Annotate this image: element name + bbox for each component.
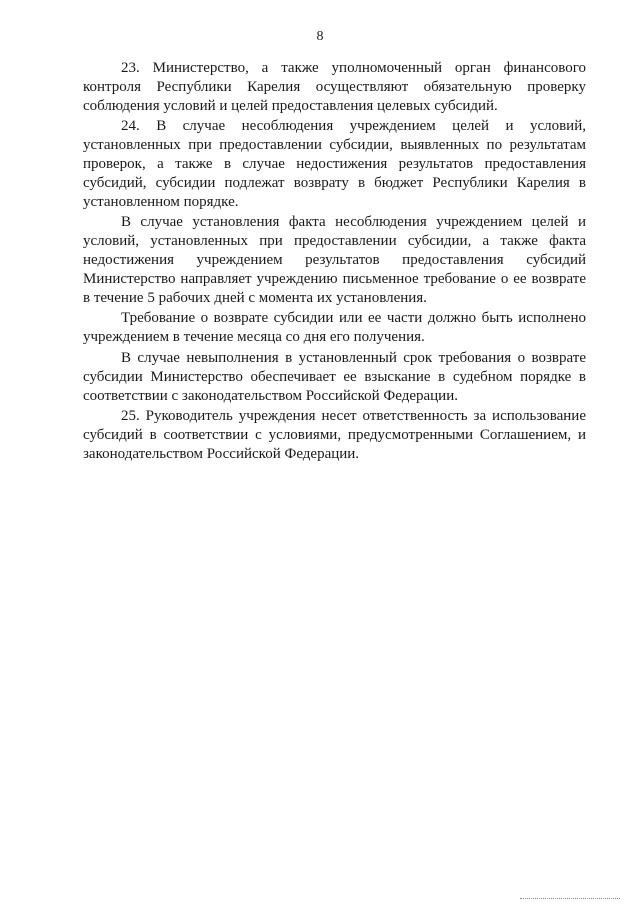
paragraph-refund-deadline: Требование о возврате субсидии или ее части должно быть исполнено учреждением в течение месяца со дня его получения. xyxy=(83,310,586,346)
document-body xyxy=(83,59,586,464)
page-number: 8 xyxy=(316,29,324,44)
paragraph-item-25: 25. Руководитель учреждения несет ответственность за использование субсидий в соответствии с условиями, предусмотренными Соглашением, и законодательством Российской Федерации. xyxy=(83,408,586,462)
paragraph-item-24: 24. В случае несоблюдения учреждением целей и условий, установленных при предоставлении субсидии, выявленных по результатам проверок, а также в случае недостижения результатов предоставления субсидий, субсидии подлежат возврату в бюджет Республики Карелия в установленном порядке. xyxy=(83,118,586,210)
scan-artifact-line xyxy=(520,898,620,900)
paragraph-item-23: 23. Министерство, а также уполномоченный орган финансового контроля Республики Карелия осуществляют обязательную проверку соблюдения условий и целей предоставления целевых субсидий. xyxy=(83,60,586,114)
paragraph-refund-requirement: В случае установления факта несоблюдения учреждением целей и условий, установленных при предоставлении субсидии, а также факта недостижения учреждением результатов предоставления субсидий Министерство направляет учреждению письменное требование о ее возврате в течение 5 рабочих дней с момента их установления. xyxy=(83,214,586,306)
paragraph-court-recovery: В случае невыполнения в установленный срок требования о возврате субсидии Министерство обеспечивает ее взыскание в судебном порядке в соответствии с законодательством Российской Федерации. xyxy=(83,349,586,404)
